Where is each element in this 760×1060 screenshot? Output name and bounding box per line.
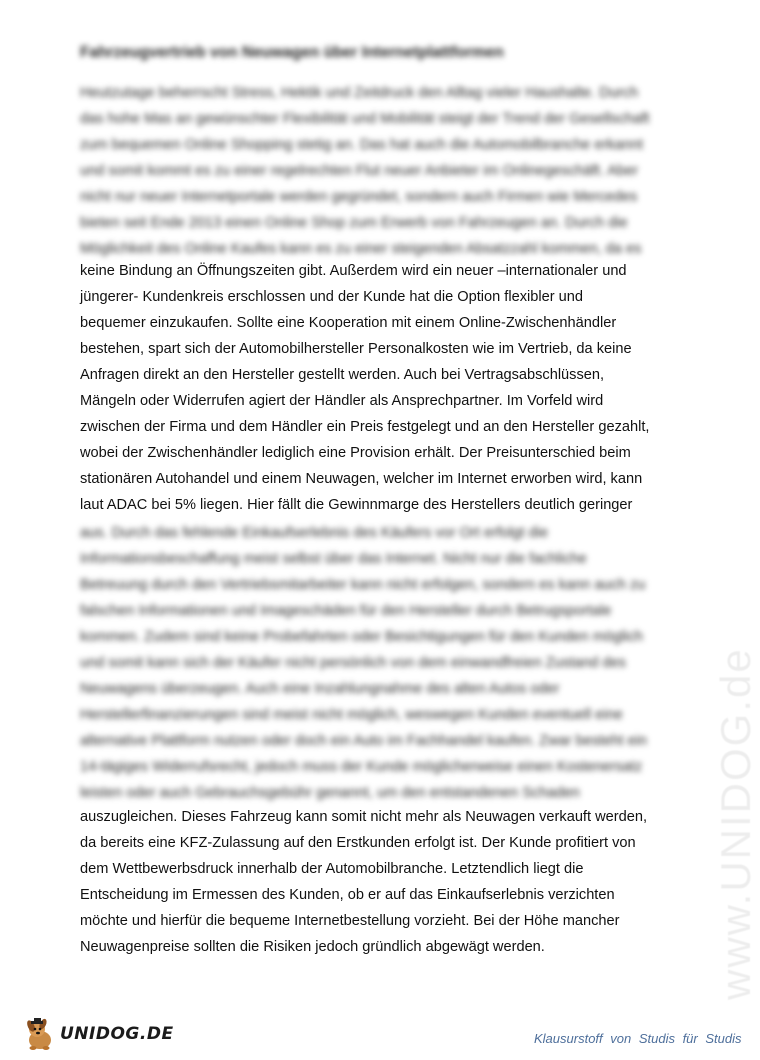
visible-paragraph-2 [80, 804, 680, 960]
document-title: Fahrzeugvertrieb von Neuwagen über Internetplattformen [80, 44, 504, 61]
text-line: Heutzutage beherrscht Stress, Hektik und Zeitdruck den Alltag vieler Haushalte. Durch [80, 85, 639, 101]
text-line: das hohe Mas an gewünschter Flexibilität und Mobilität steigt der Trend der Gesellschaft [80, 111, 650, 127]
text-line: keine Bindung an Öffnungszeiten gibt. Außerdem wird ein neuer –internationaler und [80, 263, 627, 279]
text-line: bestehen, spart sich der Automobilhersteller Personalkosten wie im Vertrieb, da keine [80, 341, 632, 357]
text-line: aus. Durch das fehlende Einkaufserlebnis des Käufers vor Ort erfolgt die [80, 525, 549, 541]
visible-paragraph-1 [80, 258, 680, 518]
text-line: Möglichkeit des Online Kaufes kann es zu einer steigenden Absatzzahl kommen, da es [80, 241, 642, 257]
text-line: kommen. Zudem sind keine Probefahrten oder Besichtigungen für den Kunden möglich [80, 629, 644, 645]
text-line: leisten oder auch Gebrauchsgebühr genannt, um den entstandenen Schaden [80, 785, 580, 801]
logo-text: UNIDOG.DE [60, 1024, 174, 1044]
text-line: alternative Plattform nutzen oder doch ein Auto im Fachhandel kaufen. Zwar besteht ein [80, 733, 648, 749]
blurred-paragraph-middle [80, 520, 680, 806]
text-line: 14-tägiges Widerrufsrecht, jedoch muss der Kunde möglicherweise einen Kostenersatz [80, 759, 643, 775]
text-line: und somit kommt es zu einer regelrechten Flut neuer Anbieter im Onlinegeschäft. Aber [80, 163, 639, 179]
text-line: Informationsbeschaffung meist selbst über das Internet. Nicht nur die fachliche [80, 551, 587, 567]
text-line: dem Wettbewerbsdruck innerhalb der Automobilbranche. Letztendlich liegt die [80, 861, 584, 877]
text-line: zum bequemen Online Shopping stetig an. Das hat auch die Automobilbranche erkannt [80, 137, 644, 153]
text-line: möchte und hierfür die bequeme Internetbestellung vorzieht. Bei der Höhe mancher [80, 913, 620, 929]
text-line: da bereits eine KFZ-Zulassung auf den Erstkunden erfolgt ist. Der Kunde profitiert von [80, 835, 636, 851]
text-line: Herstellerfinanzierungen sind meist nicht möglich, weswegen Kunden eventuell eine [80, 707, 623, 723]
text-line: stationären Autohandel und einem Neuwagen, welcher im Internet erworben wird, kann [80, 471, 643, 487]
dog-mascot-icon [22, 1016, 58, 1052]
text-line: Neuwagenpreise sollten die Risiken jedoch gründlich abgewägt werden. [80, 939, 545, 955]
text-line: bieten seit Ende 2013 einen Online Shop zum Erwerb von Fahrzeugen an. Durch die [80, 215, 628, 231]
text-line: auszugleichen. Dieses Fahrzeug kann somit nicht mehr als Neuwagen verkauft werden, [80, 809, 648, 825]
text-line: wobei der Zwischenhändler lediglich eine Provision erhält. Der Preisunterschied beim [80, 445, 631, 461]
blurred-paragraph-top [80, 80, 680, 262]
text-line: falschen Informationen und Imageschäden für den Hersteller durch Betrugsportale [80, 603, 612, 619]
text-line: Entscheidung im Ermessen des Kunden, ob er auf das Einkaufserlebnis verzichten [80, 887, 615, 903]
watermark: www.UNIDOG.de [712, 647, 759, 1000]
footer-tagline: Klausurstoff von Studis für Studis [534, 1031, 742, 1046]
text-line: Betreuung durch den Vertriebsmitarbeiter kann nicht erfolgen, sondern es kann auch zu [80, 577, 646, 593]
text-line: Mängeln oder Widerrufen agiert der Händler als Ansprechpartner. Im Vorfeld wird [80, 393, 604, 409]
text-line: Anfragen direkt an den Hersteller gestellt werden. Auch bei Vertragsabschlüssen, [80, 367, 605, 383]
footer-logo[interactable] [22, 1016, 174, 1052]
text-line: laut ADAC bei 5% liegen. Hier fällt die Gewinnmarge des Herstellers deutlich geringer [80, 497, 633, 513]
text-line: bequemer einzukaufen. Sollte eine Kooperation mit einem Online-Zwischenhändler [80, 315, 617, 331]
text-line: Neuwagens überzeugen. Auch eine Inzahlungnahme des alten Autos oder [80, 681, 560, 697]
text-line: jüngerer- Kundenkreis erschlossen und der Kunde hat die Option flexibler und [80, 289, 583, 305]
text-line: nicht nur neuer Internetportale werden gegründet, sondern auch Firmen wie Mercedes [80, 189, 638, 205]
text-line: und somit kann sich der Käufer nicht persönlich von dem einwandfreien Zustand des [80, 655, 626, 671]
text-line: zwischen der Firma und dem Händler ein Preis festgelegt und an den Hersteller gezahlt, [80, 419, 650, 435]
